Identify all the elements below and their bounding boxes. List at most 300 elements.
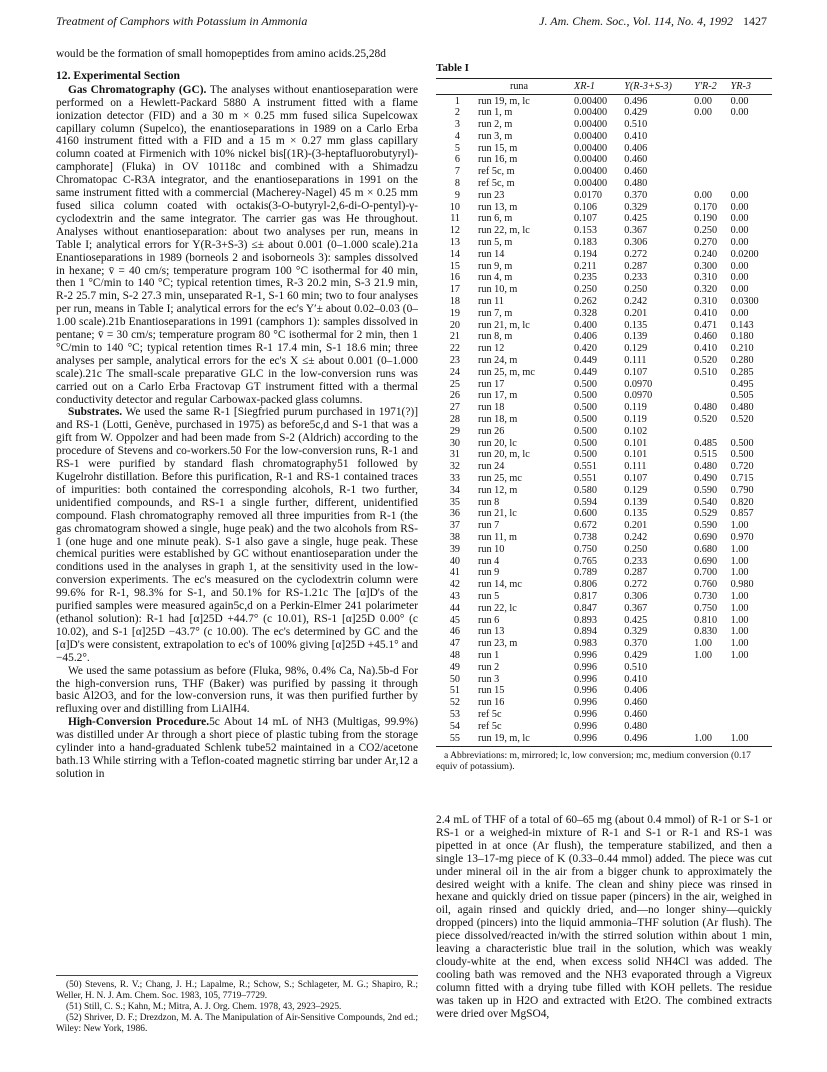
running-title: Treatment of Camphors with Potassium in Ammonia <box>56 14 308 28</box>
table-row <box>436 661 772 673</box>
run-label: run 22, m, lc <box>478 225 530 237</box>
x-r1-value: 0.194 <box>574 248 597 260</box>
row-index: 38 <box>449 531 460 543</box>
table-row <box>436 602 772 614</box>
row-index: 10 <box>449 201 460 213</box>
run-label: run 24, m <box>478 355 518 367</box>
row-index: 7 <box>454 166 460 178</box>
table-row <box>436 284 772 296</box>
row-index: 15 <box>449 260 460 272</box>
y-prime-r2-value <box>692 131 728 143</box>
y-r3-value: 0.500 <box>730 437 754 449</box>
y-prime-r2-value: 0.730 <box>694 590 718 602</box>
y-r3-s3-value: 0.460 <box>624 697 648 709</box>
run-label: run 23, m <box>478 638 518 650</box>
row-index: 14 <box>449 248 460 260</box>
table-row <box>436 614 772 626</box>
y-prime-r2-value: 0.270 <box>694 237 718 249</box>
table-row <box>436 473 772 485</box>
y-prime-r2-value <box>692 685 728 697</box>
run-label: run 21, lc <box>478 508 517 520</box>
y-r3-value: 0.280 <box>730 355 754 367</box>
row-index: 16 <box>449 272 460 284</box>
table-row <box>436 638 772 650</box>
y-r3-s3-value: 0.287 <box>624 567 648 579</box>
footnotes <box>56 975 418 1035</box>
row-index: 29 <box>449 425 460 437</box>
section-heading: 12. Experimental Section <box>56 68 180 82</box>
run-label: run 25, mc <box>478 473 522 484</box>
table-row <box>436 461 772 473</box>
y-prime-r2-value: 0.680 <box>694 543 718 555</box>
y-r3-value <box>729 426 772 438</box>
y-prime-r2-value: 0.540 <box>694 496 718 508</box>
gc-run-in-heading: Gas Chromatography (GC). <box>68 83 207 96</box>
y-prime-r2-value <box>692 378 728 390</box>
y-r3-s3-value: 0.107 <box>624 366 648 378</box>
y-prime-r2-value: 0.520 <box>694 414 718 426</box>
row-index: 55 <box>436 732 466 746</box>
table-row <box>436 567 772 579</box>
x-r1-value: 0.00400 <box>574 107 608 119</box>
y-r3-s3-value: 0.272 <box>624 579 648 591</box>
table-row <box>436 720 772 732</box>
y-prime-r2-value: 0.240 <box>694 248 718 260</box>
run-label: run 7, m <box>478 307 513 319</box>
table-body <box>436 95 772 747</box>
y-r3-s3-value: 0.250 <box>624 284 648 296</box>
y-r3-value: 0.715 <box>730 473 754 484</box>
row-index: 22 <box>449 343 460 355</box>
run-label: run 6 <box>478 614 500 626</box>
row-index: 46 <box>449 626 460 638</box>
y-r3-value: 0.00 <box>730 225 749 237</box>
header-index <box>436 79 466 95</box>
run-label: run 26 <box>478 425 505 437</box>
table-row <box>436 402 772 414</box>
table-row <box>436 178 772 190</box>
row-index: 25 <box>449 378 460 390</box>
y-r3-value: 1.00 <box>730 614 749 626</box>
x-r1-value: 0.00400 <box>574 166 608 178</box>
y-r3-value: 0.00 <box>730 189 749 201</box>
run-label: run 14 <box>478 248 505 260</box>
table-row <box>436 154 772 166</box>
table-row <box>436 673 772 685</box>
row-index: 54 <box>449 720 460 732</box>
x-r1-value: 0.551 <box>574 461 597 473</box>
y-r3-s3-value: 0.201 <box>624 520 648 532</box>
x-r1-value: 0.500 <box>574 437 597 449</box>
run-label: run 24 <box>478 461 505 473</box>
row-index: 35 <box>449 496 460 508</box>
y-r3-s3-value: 0.119 <box>624 414 647 426</box>
x-r1-value: 0.551 <box>574 473 597 484</box>
x-r1-value: 0.183 <box>574 237 597 249</box>
row-index: 8 <box>454 178 460 190</box>
data-table <box>436 78 772 747</box>
y-prime-r2-value: 0.520 <box>694 355 718 367</box>
row-index: 33 <box>449 473 460 484</box>
y-prime-r2-value: 0.529 <box>694 508 718 520</box>
run-label: run 20, lc <box>478 437 517 449</box>
table-row <box>436 201 772 213</box>
y-prime-r2-value: 0.810 <box>694 614 718 626</box>
y-r3-s3-value: 0.306 <box>624 237 648 249</box>
y-r3-s3-value: 0.242 <box>624 296 648 308</box>
run-label: run 2, m <box>478 119 513 131</box>
row-index: 45 <box>449 614 460 626</box>
y-prime-r2-value: 0.830 <box>694 626 718 638</box>
y-prime-r2-value: 0.190 <box>694 213 718 225</box>
y-prime-r2-value: 0.690 <box>694 555 718 567</box>
run-label: run 5, m <box>478 237 513 249</box>
y-r3-s3-value: 0.429 <box>624 649 648 661</box>
run-label: run 4 <box>478 555 500 567</box>
run-label: run 5 <box>478 590 500 602</box>
y-r3-s3-value: 0.425 <box>624 614 648 626</box>
table-row <box>436 426 772 438</box>
y-r3-s3-value: 0.406 <box>624 142 648 154</box>
y-prime-r2-value <box>692 673 728 685</box>
row-index: 41 <box>449 567 460 579</box>
y-r3-s3-value: 0.135 <box>624 508 648 520</box>
row-index: 32 <box>449 461 460 473</box>
table-row <box>436 213 772 225</box>
table-row <box>436 543 772 555</box>
table-row <box>436 260 772 272</box>
row-index: 2 <box>454 107 460 119</box>
y-r3-value: 0.820 <box>730 496 754 508</box>
substrates-text: We used the same R-1 [Siegfried purum purchased in 1971(?)] and RS-1 (Lotti, Genève, purchased in 1975) as before5c,d and S-1 that was a gift from W. Oppolzer and had been made from S-2 (Aldrich) according to the procedure of Stevens and co-workers.50 For the low-conversion runs, R-1 and RS-1 were purified by standard flash chromatography51 followed by Kugelrohr distillation. Before this purification, R-1 and RS-1 contained traces of impurities: both contained the corresponding alcohols, R-1 two further, unidentified compounds, and RS-1 a single further, different, unidentified compound. Flash chromatography removed all three impurities from R-1 (the gas chromatogram showed a single, huge peak) and the two alcohols from RS-1 (one huge and one minute peak). S-1 also gave a single, huge peak. These chemical purities were established by GC without enantioseparation under the conditions used in the analyses in graph 1, at the sensitivity used in the low-conversion experiments. The ec's measured on the cyclodextrin column were 99.6% for R-1, 98.3% for S-1, and 50.1% for RS-1.21c The [α]D's of the purified samples were measured again5c,d on a Perkin-Elmer 241 polarimeter (ethanol solution): R-1 had [α]25D +44.7° (c 10.01), RS-1 [α]25D 0.00° (c 10.02), and S-1 [α]25D −43.7° (c 10.00). The ec's determined by GC and the [α]D's were consistent, extrapolation to ec's of 100% giving [α]25D +45.1° and −45.2°. <box>56 406 418 664</box>
row-index: 49 <box>449 661 460 673</box>
row-index: 1 <box>454 95 460 107</box>
x-r1-value: 0.400 <box>574 319 597 331</box>
run-label: run 18, m <box>478 414 518 426</box>
x-r1-value: 0.789 <box>574 567 597 579</box>
row-index: 23 <box>449 355 460 367</box>
y-r3-value <box>729 178 772 190</box>
run-label: ref 5c <box>478 708 502 720</box>
y-r3-s3-value: 0.233 <box>624 555 648 567</box>
row-index: 19 <box>449 307 460 319</box>
y-r3-s3-value: 0.510 <box>624 661 648 673</box>
row-index: 6 <box>454 154 460 166</box>
x-r1-value: 0.500 <box>574 378 597 390</box>
y-prime-r2-value: 0.320 <box>694 284 718 296</box>
x-r1-value: 0.500 <box>574 390 597 402</box>
x-r1-value: 0.894 <box>574 626 597 638</box>
table-row <box>436 237 772 249</box>
y-prime-r2-value: 0.250 <box>694 225 718 237</box>
footnote-50: (50) Stevens, R. V.; Chang, J. H.; Lapalme, R.; Schow, S.; Schlageter, M. G.; Shapiro, R.; Weller, H. N. J. Am. Chem. Soc. 1983, 105, 7719–7729. <box>56 980 418 1001</box>
y-r3-s3-value: 0.480 <box>624 720 648 732</box>
footnote-rule <box>56 975 418 976</box>
y-r3-s3-value: 0.367 <box>624 602 648 614</box>
y-r3-s3-value: 0.425 <box>624 213 648 225</box>
y-prime-r2-value <box>692 154 728 166</box>
y-r3-value <box>729 697 772 709</box>
run-label: run 9 <box>478 567 500 579</box>
y-r3-s3-value: 0.250 <box>624 543 648 555</box>
run-label: run 21, m, lc <box>478 319 530 331</box>
y-r3-s3-value: 0.233 <box>624 272 648 284</box>
run-label: run 12, m <box>478 484 518 496</box>
y-r3-value: 0.00 <box>730 107 749 119</box>
y-r3-value: 0.0200 <box>730 248 759 260</box>
y-r3-value: 0.0300 <box>730 296 759 308</box>
run-label: run 1 <box>478 649 500 661</box>
gc-text: The analyses without enantioseparation were performed on a Hewlett-Packard 5880 A instrument fitted with a flame ionization detector (FID) and a 30 m × 0.25 mm fused silica Supelcowax capillary column (Supelco), the enantioseparations in 1989 on a Carlo Erba 4160 instrument fitted with a FID and a 15 m × 0.27 mm glass capillary column coated at Firmenich with 10% nickel bis[(1R)-(3-heptafluorobutyryl)-camphorate] (Fluka) in OV 10118c and combined with a Shimadzu Chromatopac C-R3A integrator, and the enantioseparations in 1991 on the same instrument fitted with a commercial (Macherey-Nagel) 45 m × 0.25 mm fused silica column coated with octakis(3-O-butyryl-2,6-di-O-pentyl)-γ-cyclodextrin and the same integrator. The carrier gas was He throughout. Analyses without enantioseparation: about two analyses per run, means in Table I; analytical errors for Y(R-3+S-3) ≤± about 0.001 (0–1.000 scale).21a Enantioseparations in 1989 (borneols 2 and isoborneols 3): samples dissolved in hexane; v̄ = 40 cm/s; temperature program 100 °C isothermal for 40 min, then 1 °C/min to 140 °C; typical retention times, R-3 20.2 min, S-3 21.9 min, R-2 25.7 min, S-2 27.3 min, unseparated R-1, S-1 60 min; two to four analyses per run, means in Table I; analytical errors for the ec's Y′± about 0.02–0.03 (0–1.00 scale).21b Enantioseparations in 1991 (camphors 1): samples dissolved in pentane; v̄ = 30 cm/s; temperature program 80 °C isothermal for 2 min, then 1 °C/min to 140 °C; typical retention times R-1 17.4 min, S-1 18.6 min; three analyses per sample, analytical errors for the ec's X ≤± about 0.001 (0–1.000 scale).21c The small-scale preparative GLC in the low-conversion runs was carried out on a Carlo Erba Fractovap GT instrument fitted with a thermal conductivity detector and regular Carbowax-packed glass columns. <box>56 83 419 406</box>
run-label: run 9, m <box>478 260 513 272</box>
run-label: run 11, m <box>478 531 517 543</box>
x-r1-value: 0.211 <box>574 260 597 272</box>
y-r3-value <box>729 166 772 178</box>
y-prime-r2-value: 0.471 <box>694 319 718 331</box>
run-label: run 22, lc <box>478 602 517 614</box>
table-row <box>436 319 772 331</box>
run-label: run 17 <box>478 378 505 390</box>
y-prime-r2-value <box>692 142 728 154</box>
y-r3-value <box>729 673 772 685</box>
x-r1-value: 0.594 <box>574 496 597 508</box>
table-row <box>436 496 772 508</box>
x-r1-value: 0.107 <box>574 213 597 225</box>
header-run: runa <box>466 79 572 95</box>
run-label: ref 5c, m <box>478 178 515 190</box>
y-r3-s3-value: 0.370 <box>624 638 648 650</box>
run-label: run 13, m <box>478 201 518 213</box>
row-index: 42 <box>449 579 460 591</box>
substrates-run-in-heading: Substrates. <box>68 406 123 419</box>
table-row <box>436 166 772 178</box>
table-row <box>436 142 772 154</box>
y-r3-value: 0.143 <box>730 319 754 331</box>
high-conversion-run-in-heading: High-Conversion Procedure. <box>68 716 210 729</box>
y-r3-value: 0.505 <box>730 390 754 402</box>
x-r1-value: 0.738 <box>574 531 597 543</box>
run-label: run 4, m <box>478 272 513 284</box>
x-r1-value: 0.449 <box>574 355 597 367</box>
y-r3-value: 1.00 <box>730 626 749 638</box>
x-r1-value: 0.983 <box>574 638 597 650</box>
y-prime-r2-value <box>692 697 728 709</box>
y-prime-r2-value: 0.760 <box>694 579 718 591</box>
y-r3-value: 0.857 <box>730 508 754 520</box>
y-prime-r2-value <box>692 119 728 131</box>
row-index: 34 <box>449 484 460 496</box>
header-y-prime-r2: Y′R-2 <box>692 79 728 95</box>
run-label: run 25, m, mc <box>478 366 535 378</box>
run-label: run 10, m <box>478 284 518 296</box>
row-index: 21 <box>449 331 460 343</box>
row-index: 9 <box>454 189 460 201</box>
y-r3-s3-value: 0.111 <box>624 461 647 473</box>
y-prime-r2-value: 1.00 <box>694 638 712 650</box>
y-prime-r2-value: 0.515 <box>694 449 718 461</box>
y-r3-value: 1.00 <box>730 567 749 579</box>
y-r3-value <box>729 154 772 166</box>
x-r1-value: 0.0170 <box>574 189 603 201</box>
x-r1-value: 0.847 <box>574 602 597 614</box>
y-prime-r2-value: 0.410 <box>694 343 718 355</box>
continuation-paragraph: would be the formation of small homopeptides from amino acids.25,28d <box>56 48 386 60</box>
y-r3-s3-value: 0.111 <box>624 355 647 367</box>
table-row <box>436 343 772 355</box>
y-r3-s3-value: 0.135 <box>624 319 648 331</box>
y-r3-s3-value: 0.242 <box>624 531 648 543</box>
header-y-r3-s3: Y(R-3+S-3) <box>622 79 692 95</box>
run-label: run 2 <box>478 661 500 673</box>
y-r3-s3-value: 0.107 <box>624 473 648 484</box>
y-r3-s3-value: 0.406 <box>624 685 648 697</box>
run-label: ref 5c, m <box>478 166 515 178</box>
x-r1-value: 0.580 <box>574 484 597 496</box>
y-r3-s3-value: 0.496 <box>624 95 648 107</box>
table-row <box>436 390 772 402</box>
x-r1-value: 0.750 <box>574 543 597 555</box>
y-r3-s3-value: 0.306 <box>624 590 648 602</box>
table-row <box>436 249 772 261</box>
x-r1-value: 0.500 <box>574 414 597 426</box>
x-r1-value: 0.996 <box>574 649 597 661</box>
row-index: 50 <box>449 673 460 685</box>
y-r3-value: 1.00 <box>730 543 749 555</box>
high-conversion-paragraph <box>56 716 418 781</box>
y-r3-value: 1.00 <box>730 555 749 567</box>
table-row <box>436 685 772 697</box>
run-label: run 15, m <box>478 142 518 154</box>
run-label: run 6, m <box>478 213 513 225</box>
substrates-paragraph <box>56 406 418 664</box>
row-index: 3 <box>454 119 460 131</box>
y-r3-value: 0.285 <box>730 366 754 378</box>
y-r3-s3-value: 0.410 <box>624 673 648 685</box>
row-index: 11 <box>450 213 460 225</box>
table-row <box>436 331 772 343</box>
y-prime-r2-value: 0.00 <box>694 95 712 107</box>
row-index: 39 <box>449 543 460 555</box>
y-prime-r2-value <box>692 426 728 438</box>
x-r1-value: 0.996 <box>574 708 597 720</box>
row-index: 18 <box>449 296 460 308</box>
table-row <box>436 697 772 709</box>
x-r1-value: 0.996 <box>574 697 597 709</box>
y-r3-value: 0.480 <box>730 402 754 414</box>
y-r3-s3-value: 0.510 <box>624 119 648 131</box>
y-prime-r2-value: 0.690 <box>694 531 718 543</box>
y-prime-r2-value <box>692 661 728 673</box>
run-label: run 12 <box>478 343 505 355</box>
run-label: run 8, m <box>478 331 513 343</box>
row-index: 40 <box>449 555 460 567</box>
y-r3-s3-value: 0.329 <box>624 626 648 638</box>
y-r3-value <box>729 142 772 154</box>
header-y-r3: YR-3 <box>729 79 772 95</box>
table-row <box>436 119 772 131</box>
x-r1-value: 0.449 <box>574 366 597 378</box>
run-label: run 19, m, lc <box>478 95 530 107</box>
y-prime-r2-value: 0.590 <box>694 484 718 496</box>
y-r3-value: 0.00 <box>730 201 749 213</box>
y-prime-r2-value: 0.490 <box>694 473 718 484</box>
y-r3-s3-value: 0.480 <box>624 178 648 190</box>
y-prime-r2-value <box>692 709 728 721</box>
y-r3-value: 0.00 <box>730 95 749 107</box>
y-r3-s3-value: 0.102 <box>624 425 648 437</box>
gc-paragraph <box>56 84 418 407</box>
y-r3-s3-value: 0.410 <box>624 130 648 142</box>
x-r1-value: 0.328 <box>574 307 597 319</box>
y-prime-r2-value: 0.00 <box>694 189 712 201</box>
y-prime-r2-value <box>692 390 728 402</box>
x-r1-value: 0.600 <box>574 508 597 520</box>
table-header-row <box>436 79 772 95</box>
x-r1-value: 0.420 <box>574 343 597 355</box>
table-row <box>436 732 772 746</box>
run-label: run 3 <box>478 673 500 685</box>
row-index: 4 <box>454 130 460 142</box>
y-r3-value: 0.180 <box>730 331 754 343</box>
row-index: 27 <box>449 402 460 414</box>
header-x-r1: XR-1 <box>572 79 622 95</box>
y-r3-value: 1.00 <box>730 602 749 614</box>
run-label: run 19, m, lc <box>466 732 572 746</box>
y-r3-s3-value: 0.129 <box>624 343 648 355</box>
y-prime-r2-value: 0.410 <box>694 307 718 319</box>
x-r1-value: 0.817 <box>574 590 597 602</box>
y-r3-value: 0.500 <box>730 449 754 461</box>
table-row <box>436 650 772 662</box>
x-r1-value: 0.806 <box>574 579 597 591</box>
y-r3-value: 1.00 <box>729 732 772 746</box>
y-r3-s3-value: 0.139 <box>624 331 648 343</box>
table-row <box>436 190 772 202</box>
y-prime-r2-value: 0.590 <box>694 520 718 532</box>
y-r3-value: 0.210 <box>730 343 754 355</box>
y-prime-r2-value: 0.310 <box>694 272 718 284</box>
y-prime-r2-value: 0.00 <box>694 107 712 119</box>
table-footnote: a Abbreviations: m, mirrored; lc, low conversion; mc, medium conversion (0.17 equiv of potassium). <box>436 750 751 773</box>
run-label: run 18 <box>478 402 505 414</box>
run-label: run 23 <box>478 189 505 201</box>
journal-citation <box>539 14 767 29</box>
table-row <box>436 449 772 461</box>
y-r3-value: 0.00 <box>730 307 749 319</box>
y-r3-s3-value: 0.329 <box>624 201 648 213</box>
x-r1-value: 0.996 <box>574 685 597 697</box>
y-r3-value <box>729 119 772 131</box>
x-r1-value: 0.406 <box>574 331 597 343</box>
run-label: run 14, mc <box>478 579 522 591</box>
y-prime-r2-value: 0.460 <box>694 331 718 343</box>
x-r1-value: 0.106 <box>574 201 597 213</box>
x-r1-value: 0.00400 <box>574 130 608 142</box>
y-r3-value: 0.00 <box>730 272 749 284</box>
row-index: 5 <box>454 142 460 154</box>
x-r1-value: 0.765 <box>574 555 597 567</box>
high-conversion-text: 5c About 14 mL of NH3 (Multigas, 99.9%) was distilled under Ar through a short piece of plastic tubing from the storage cylinder into a hand-graduated Schlenk tube52 maintained in a CO2/acetone bath.13 While stirring with a Teflon-coated magnetic stirring bar under Ar,12 a solution in <box>56 716 418 780</box>
table-row <box>436 378 772 390</box>
y-r3-s3-value: 0.0970 <box>624 390 653 402</box>
run-label: run 20, m, lc <box>478 449 530 461</box>
y-r3-value <box>729 720 772 732</box>
journal-name: J. Am. Chem. Soc., Vol. 114, No. 4, 1992 <box>539 14 733 28</box>
y-prime-r2-value: 1.00 <box>692 732 728 746</box>
run-label: run 17, m <box>478 390 518 402</box>
y-prime-r2-value: 0.750 <box>694 602 718 614</box>
table-row <box>436 225 772 237</box>
